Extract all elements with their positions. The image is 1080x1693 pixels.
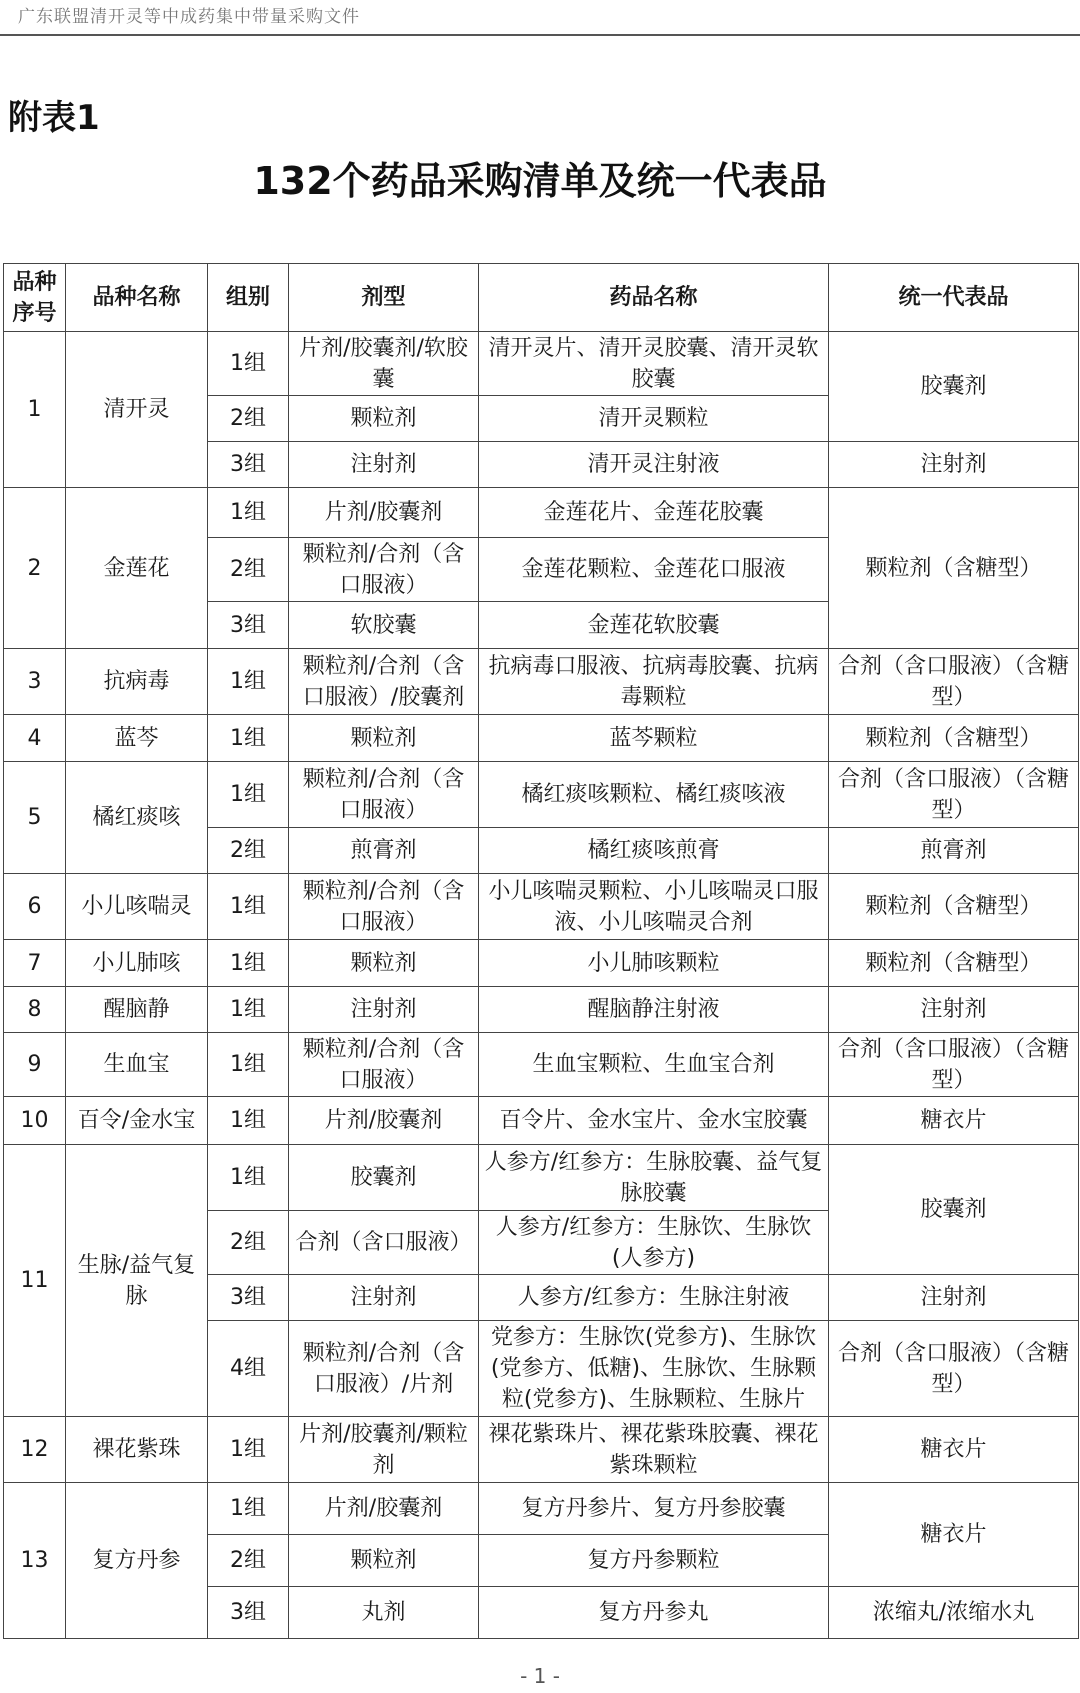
cell-seq: 6 — [4, 874, 66, 940]
col-header-form: 剂型 — [289, 264, 479, 332]
table-row — [4, 940, 1079, 987]
cell-rep: 煎膏剂 — [829, 828, 1079, 874]
cell-name: 生脉/益气复脉 — [66, 1145, 208, 1417]
cell-drugs: 橘红痰咳煎膏 — [479, 828, 829, 874]
cell-seq: 11 — [4, 1145, 66, 1417]
table-row — [4, 1483, 1079, 1535]
cell-form: 注射剂 — [289, 987, 479, 1033]
cell-drugs: 复方丹参颗粒 — [479, 1535, 829, 1587]
cell-form: 软胶囊 — [289, 602, 479, 649]
cell-drugs: 人参方/红参方：生脉注射液 — [479, 1275, 829, 1321]
cell-seq: 7 — [4, 940, 66, 987]
table-row — [4, 1145, 1079, 1211]
cell-seq: 9 — [4, 1033, 66, 1097]
table-row — [4, 715, 1079, 762]
cell-group: 1组 — [208, 1145, 289, 1211]
cell-group: 3组 — [208, 442, 289, 488]
cell-form: 注射剂 — [289, 1275, 479, 1321]
cell-drugs: 小儿肺咳颗粒 — [479, 940, 829, 987]
cell-form: 颗粒剂/合剂（含口服液）/片剂 — [289, 1321, 479, 1417]
col-header-seq: 品种序号 — [4, 264, 66, 332]
col-header-name: 品种名称 — [66, 264, 208, 332]
cell-name: 蓝芩 — [66, 715, 208, 762]
cell-form: 片剂/胶囊剂 — [289, 1483, 479, 1535]
cell-drugs: 抗病毒口服液、抗病毒胶囊、抗病毒颗粒 — [479, 649, 829, 715]
cell-drugs: 蓝芩颗粒 — [479, 715, 829, 762]
table-row — [4, 488, 1079, 538]
cell-group: 2组 — [208, 1211, 289, 1275]
cell-seq: 10 — [4, 1097, 66, 1145]
cell-rep: 颗粒剂（含糖型） — [829, 488, 1079, 649]
cell-name: 复方丹参 — [66, 1483, 208, 1639]
cell-form: 颗粒剂/合剂（含口服液） — [289, 538, 479, 602]
cell-form: 颗粒剂/合剂（含口服液） — [289, 1033, 479, 1097]
cell-form: 片剂/胶囊剂/软胶囊 — [289, 332, 479, 396]
cell-group: 1组 — [208, 1033, 289, 1097]
cell-rep: 合剂（含口服液）（含糖型） — [829, 1321, 1079, 1417]
cell-rep: 糖衣片 — [829, 1417, 1079, 1483]
cell-group: 3组 — [208, 602, 289, 649]
cell-rep: 颗粒剂（含糖型） — [829, 715, 1079, 762]
cell-form: 合剂（含口服液） — [289, 1211, 479, 1275]
cell-group: 2组 — [208, 1535, 289, 1587]
table-row — [4, 987, 1079, 1033]
cell-group: 1组 — [208, 332, 289, 396]
cell-form: 丸剂 — [289, 1587, 479, 1639]
cell-rep: 浓缩丸/浓缩水丸 — [829, 1587, 1079, 1639]
cell-drugs: 百令片、金水宝片、金水宝胶囊 — [479, 1097, 829, 1145]
table-row — [4, 1417, 1079, 1483]
header-text: 广东联盟清开灵等中成药集中带量采购文件 — [18, 7, 360, 27]
cell-drugs: 金莲花软胶囊 — [479, 602, 829, 649]
cell-group: 1组 — [208, 940, 289, 987]
cell-form: 注射剂 — [289, 442, 479, 488]
cell-drugs: 复方丹参丸 — [479, 1587, 829, 1639]
cell-drugs: 裸花紫珠片、裸花紫珠胶囊、裸花紫珠颗粒 — [479, 1417, 829, 1483]
running-header — [0, 0, 1080, 36]
cell-group: 4组 — [208, 1321, 289, 1417]
cell-drugs: 小儿咳喘灵颗粒、小儿咳喘灵口服液、小儿咳喘灵合剂 — [479, 874, 829, 940]
cell-group: 1组 — [208, 1417, 289, 1483]
cell-form: 煎膏剂 — [289, 828, 479, 874]
cell-seq: 12 — [4, 1417, 66, 1483]
cell-group: 1组 — [208, 1097, 289, 1145]
cell-name: 橘红痰咳 — [66, 762, 208, 874]
cell-drugs: 党参方：生脉饮(党参方)、生脉饮(党参方、低糖)、生脉饮、生脉颗粒(党参方)、生脉颗粒、生脉片 — [479, 1321, 829, 1417]
cell-group: 1组 — [208, 987, 289, 1033]
cell-form: 片剂/胶囊剂 — [289, 488, 479, 538]
cell-name: 清开灵 — [66, 332, 208, 488]
cell-drugs: 人参方/红参方：生脉胶囊、益气复脉胶囊 — [479, 1145, 829, 1211]
cell-group: 1组 — [208, 715, 289, 762]
table-row — [4, 649, 1079, 715]
cell-name: 小儿肺咳 — [66, 940, 208, 987]
cell-rep: 注射剂 — [829, 442, 1079, 488]
cell-group: 1组 — [208, 649, 289, 715]
cell-name: 百令/金水宝 — [66, 1097, 208, 1145]
cell-drugs: 清开灵片、清开灵胶囊、清开灵软胶囊 — [479, 332, 829, 396]
table-row — [4, 1097, 1079, 1145]
table-row — [4, 874, 1079, 940]
annex-label: 附表1 — [8, 98, 100, 138]
col-header-rep: 统一代表品 — [829, 264, 1079, 332]
cell-form: 颗粒剂 — [289, 715, 479, 762]
page-title: 132个药品采购清单及统一代表品 — [253, 159, 827, 203]
cell-drugs: 清开灵注射液 — [479, 442, 829, 488]
page-number: - 1 - — [520, 1664, 560, 1688]
cell-rep: 合剂（含口服液）（含糖型） — [829, 1033, 1079, 1097]
cell-drugs: 清开灵颗粒 — [479, 396, 829, 442]
cell-group: 1组 — [208, 874, 289, 940]
cell-seq: 3 — [4, 649, 66, 715]
cell-name: 抗病毒 — [66, 649, 208, 715]
cell-group: 1组 — [208, 762, 289, 828]
cell-seq: 8 — [4, 987, 66, 1033]
table-row — [4, 762, 1079, 828]
cell-drugs: 醒脑静注射液 — [479, 987, 829, 1033]
cell-drugs: 人参方/红参方：生脉饮、生脉饮(人参方) — [479, 1211, 829, 1275]
cell-rep: 胶囊剂 — [829, 332, 1079, 442]
cell-rep: 注射剂 — [829, 1275, 1079, 1321]
procurement-table — [3, 263, 1079, 1639]
cell-form: 颗粒剂/合剂（含口服液） — [289, 874, 479, 940]
cell-drugs: 橘红痰咳颗粒、橘红痰咳液 — [479, 762, 829, 828]
cell-group: 1组 — [208, 1483, 289, 1535]
cell-group: 2组 — [208, 396, 289, 442]
cell-rep: 颗粒剂（含糖型） — [829, 874, 1079, 940]
cell-name: 小儿咳喘灵 — [66, 874, 208, 940]
cell-drugs: 金莲花颗粒、金莲花口服液 — [479, 538, 829, 602]
cell-name: 醒脑静 — [66, 987, 208, 1033]
cell-rep: 注射剂 — [829, 987, 1079, 1033]
cell-name: 生血宝 — [66, 1033, 208, 1097]
cell-group: 3组 — [208, 1275, 289, 1321]
cell-form: 片剂/胶囊剂/颗粒剂 — [289, 1417, 479, 1483]
col-header-drugs: 药品名称 — [479, 264, 829, 332]
cell-form: 颗粒剂/合剂（含口服液） — [289, 762, 479, 828]
cell-rep: 合剂（含口服液）（含糖型） — [829, 762, 1079, 828]
cell-name: 裸花紫珠 — [66, 1417, 208, 1483]
cell-form: 颗粒剂 — [289, 940, 479, 987]
cell-form: 胶囊剂 — [289, 1145, 479, 1211]
cell-group: 3组 — [208, 1587, 289, 1639]
cell-seq: 2 — [4, 488, 66, 649]
cell-form: 片剂/胶囊剂 — [289, 1097, 479, 1145]
cell-drugs: 金莲花片、金莲花胶囊 — [479, 488, 829, 538]
cell-form: 颗粒剂 — [289, 1535, 479, 1587]
cell-form: 颗粒剂/合剂（含口服液）/胶囊剂 — [289, 649, 479, 715]
cell-group: 2组 — [208, 538, 289, 602]
cell-seq: 5 — [4, 762, 66, 874]
table-header-row — [4, 264, 1079, 332]
cell-seq: 4 — [4, 715, 66, 762]
cell-name: 金莲花 — [66, 488, 208, 649]
cell-seq: 13 — [4, 1483, 66, 1639]
table-row — [4, 1033, 1079, 1097]
table-row — [4, 332, 1079, 396]
cell-drugs: 生血宝颗粒、生血宝合剂 — [479, 1033, 829, 1097]
cell-rep: 颗粒剂（含糖型） — [829, 940, 1079, 987]
cell-rep: 糖衣片 — [829, 1097, 1079, 1145]
cell-rep: 合剂（含口服液）（含糖型） — [829, 649, 1079, 715]
cell-form: 颗粒剂 — [289, 396, 479, 442]
cell-rep: 糖衣片 — [829, 1483, 1079, 1587]
cell-group: 1组 — [208, 488, 289, 538]
cell-seq: 1 — [4, 332, 66, 488]
cell-drugs: 复方丹参片、复方丹参胶囊 — [479, 1483, 829, 1535]
cell-rep: 胶囊剂 — [829, 1145, 1079, 1275]
cell-group: 2组 — [208, 828, 289, 874]
col-header-group: 组别 — [208, 264, 289, 332]
